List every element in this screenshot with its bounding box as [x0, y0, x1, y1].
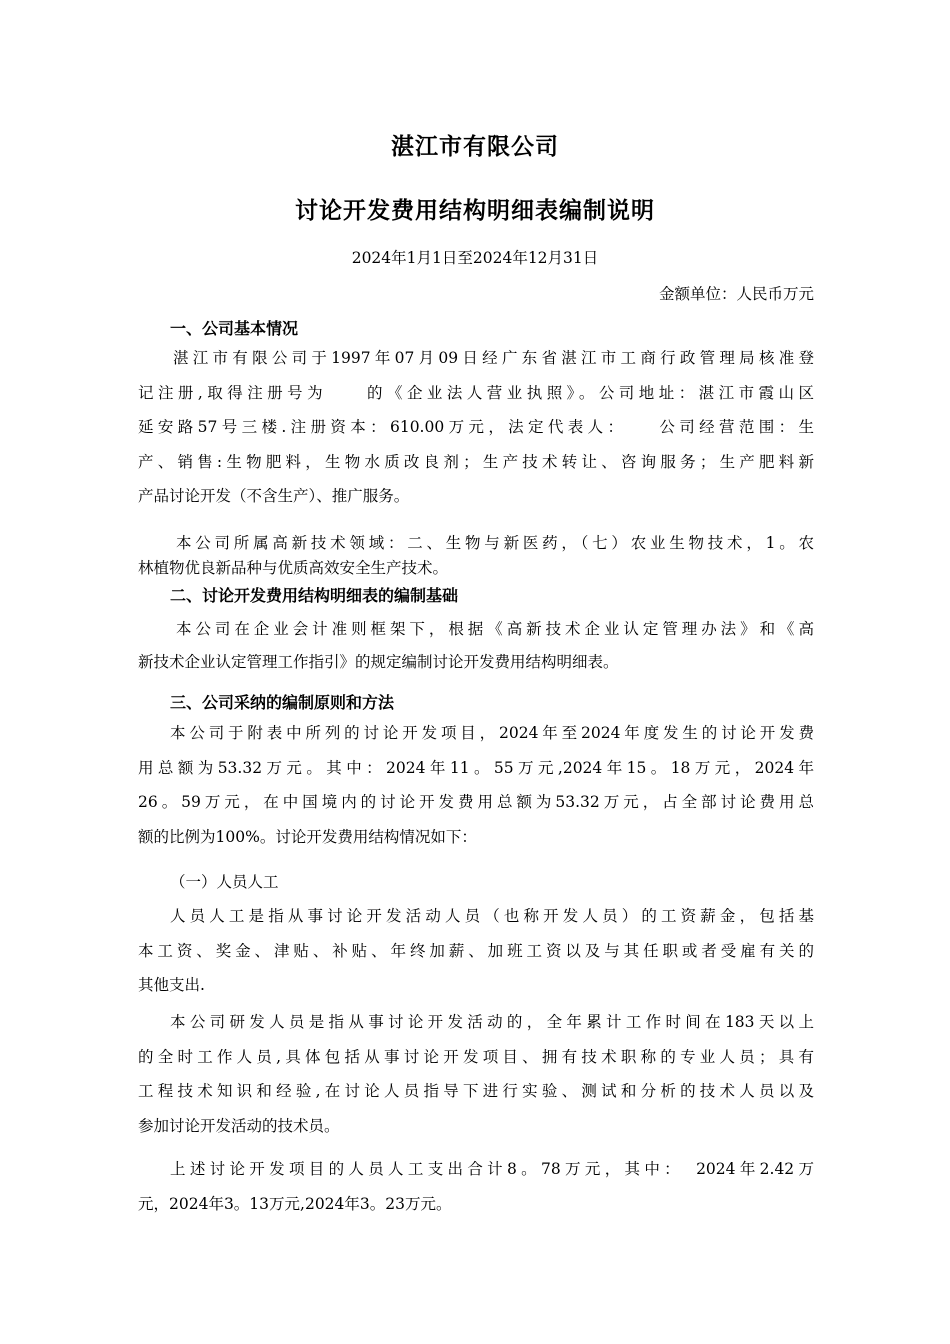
paragraph-line: 额的比例为100%。讨论开发费用结构情况如下： [138, 827, 477, 846]
paragraph-line: 本公司在企业会计准则框架下，根据《高新技术企业认定管理办法》和《高 [176, 620, 814, 638]
paragraph-line: 人员人工是指从事讨论开发活动人员（也称开发人员）的工资薪金，包括基 [170, 907, 814, 925]
currency-unit: 金额单位：人民币万元 [658, 285, 814, 303]
paragraph-line: 林植物优良新品种与优质高效安全生产技术。 [138, 559, 449, 577]
paragraph-line: 湛江市有限公司于1997年07月09日经广东省湛江市工商行政管理局核准登 [173, 349, 814, 367]
paragraph-line: 元，2024年3。13万元,2024年3。23万元。 [138, 1194, 452, 1213]
paragraph-line: 记注册,取得注册号为 的《企业法人营业执照》。公司地址：湛江市霞山区 [138, 383, 814, 402]
paragraph-line: 产品讨论开发（不含生产）、推广服务。 [138, 487, 410, 505]
paragraph-line: 延安路57号三楼.注册资本：610.00万元，法定代表人： 公司经营范围：生 [138, 418, 814, 436]
report-period: 2024年1月1日至2024年12月31日 [351, 249, 599, 267]
paragraph-line: 新技术企业认定管理工作指引》的规定编制讨论开发费用结构明细表。 [138, 653, 619, 671]
section-3-heading: 三、公司采纳的编制原则和方法 [170, 693, 395, 712]
section-1-heading: 一、公司基本情况 [170, 319, 299, 338]
paragraph-line: 工程技术知识和经验,在讨论人员指导下进行实验、测试和分析的技术人员以及 [138, 1082, 814, 1100]
company-title: 湛江市有限公司 [391, 134, 559, 160]
paragraph-line: 上述讨论开发项目的人员人工支出合计8。78万元，其中： 2024年2.42万 [170, 1160, 814, 1178]
paragraph-line: 本公司于附表中所列的讨论开发项目，2024年至2024年度发生的讨论开发费 [170, 724, 814, 742]
paragraph-line: 产、销售:生物肥料，生物水质改良剂；生产技术转让、咨询服务；生产肥料新 [138, 452, 814, 471]
paragraph-line: 26。59万元，在中国境内的讨论开发费用总额为53.32万元，占全部讨论费用总 [138, 793, 814, 811]
paragraph-line: 本工资、奖金、津贴、补贴、年终加薪、加班工资以及与其任职或者受雇有关的 [138, 941, 814, 960]
paragraph-line: 的全时工作人员,具体包括从事讨论开发项目、拥有技术职称的专业人员；具有 [138, 1047, 814, 1066]
paragraph-line: 本公司所属高新技术领域：二、生物与新医药，（七）农业生物技术，1。农 [176, 534, 814, 552]
paragraph-line: 本公司研发人员是指从事讨论开发活动的，全年累计工作时间在183天以上 [170, 1013, 814, 1031]
paragraph-line: 参加讨论开发活动的技术员。 [138, 1116, 340, 1135]
paragraph-line: （一）人员人工 [170, 873, 279, 891]
document-title: 讨论开发费用结构明细表编制说明 [295, 198, 655, 224]
paragraph-line: 用总额为53.32万元。其中：2024年11。55万元,2024年15。18万元，2024年 [138, 758, 814, 777]
paragraph-line: 其他支出. [138, 976, 205, 994]
section-2-heading: 二、讨论开发费用结构明细表的编制基础 [170, 586, 459, 605]
